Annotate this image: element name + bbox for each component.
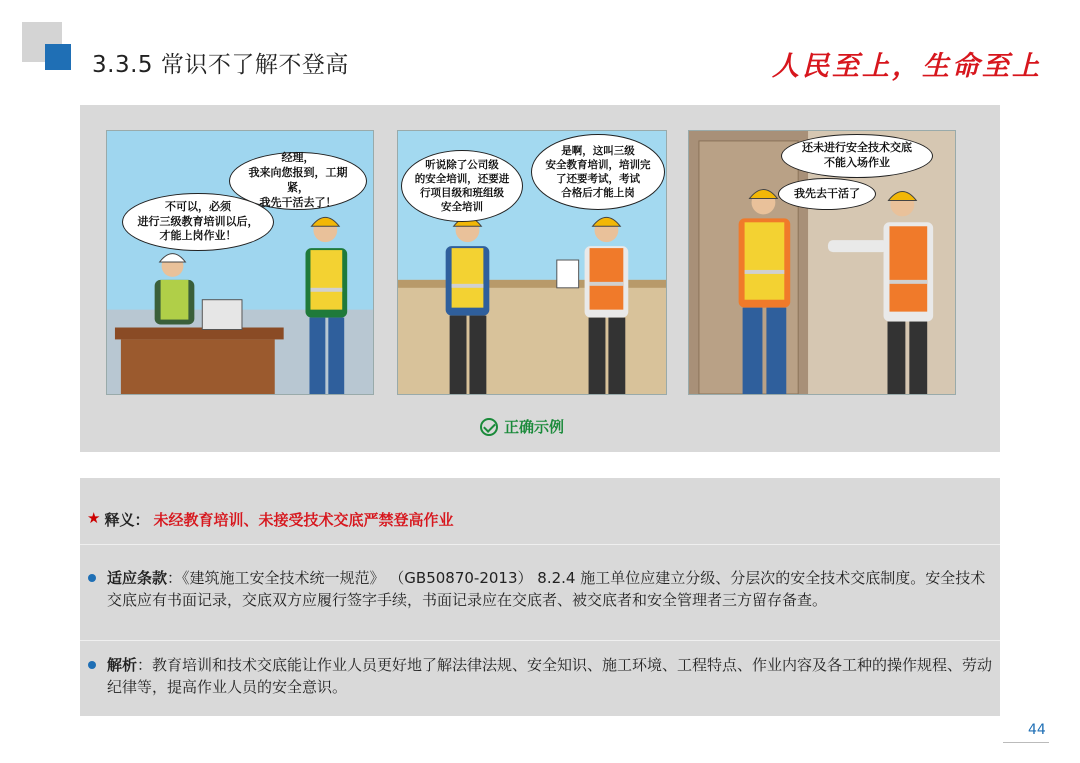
analysis-text: ：教育培训和技术交底能让作业人员更好地了解法律法规、安全知识、施工环境、工程特点、作业内容及各工种的操作规程、劳动纪律等，提高作业人员的安全意识。	[107, 656, 993, 696]
bullet-icon	[88, 661, 96, 669]
divider	[80, 544, 1000, 545]
header-decor-blue-square	[45, 44, 71, 70]
analysis-item	[88, 654, 993, 698]
divider	[80, 640, 1000, 641]
analysis-label: 解析	[107, 656, 138, 674]
correct-example-label: 正确示例	[504, 418, 565, 436]
check-circle-icon	[480, 418, 498, 436]
speech-bubble-left: 听说除了公司级 的安全培训，还要进 行项目级和班组级 安全培训	[401, 150, 523, 222]
speech-bubble-mid: 我先去干活了	[778, 178, 876, 210]
explanation-label: 释义：	[104, 511, 150, 529]
explanation-line	[87, 509, 453, 530]
star-icon: ★	[87, 509, 101, 527]
page-number: 44	[1028, 722, 1046, 738]
speech-bubble-worker: 不可以，必须 进行三级教育培训以后， 才能上岗作业！	[122, 193, 274, 251]
page-title: 3.3.5 常识不了解不登高	[92, 52, 349, 78]
clause-item	[88, 567, 993, 611]
slogan: 人民至上，生命至上	[772, 51, 1042, 82]
clause-text: ：《建筑施工安全技术统一规范》 （GB50870-2013） 8.2.4 施工单位应建立分级、分层次的安全技术交底制度。安全技术交底应有书面记录，交底双方应履行签字手续，书面记录应在交底者、被交底者和安全管理者三方留存备查。	[107, 569, 986, 609]
speech-bubble-right: 是啊，这叫三级 安全教育培训，培训完 了还要考试，考试 合格后才能上岗	[531, 134, 665, 210]
bullet-icon	[88, 574, 96, 582]
speech-bubble-top: 还未进行安全技术交底 不能入场作业	[781, 134, 933, 178]
explanation-text: 未经教育培训、未接受技术交底严禁登高作业	[153, 511, 454, 529]
clause-label: 适应条款	[107, 569, 168, 587]
speech-bubble-manager: 经理， 我来向您报到，工期紧， 我先干活去了！	[229, 152, 367, 210]
page-number-underline	[1003, 742, 1049, 743]
correct-example-caption	[480, 416, 564, 437]
